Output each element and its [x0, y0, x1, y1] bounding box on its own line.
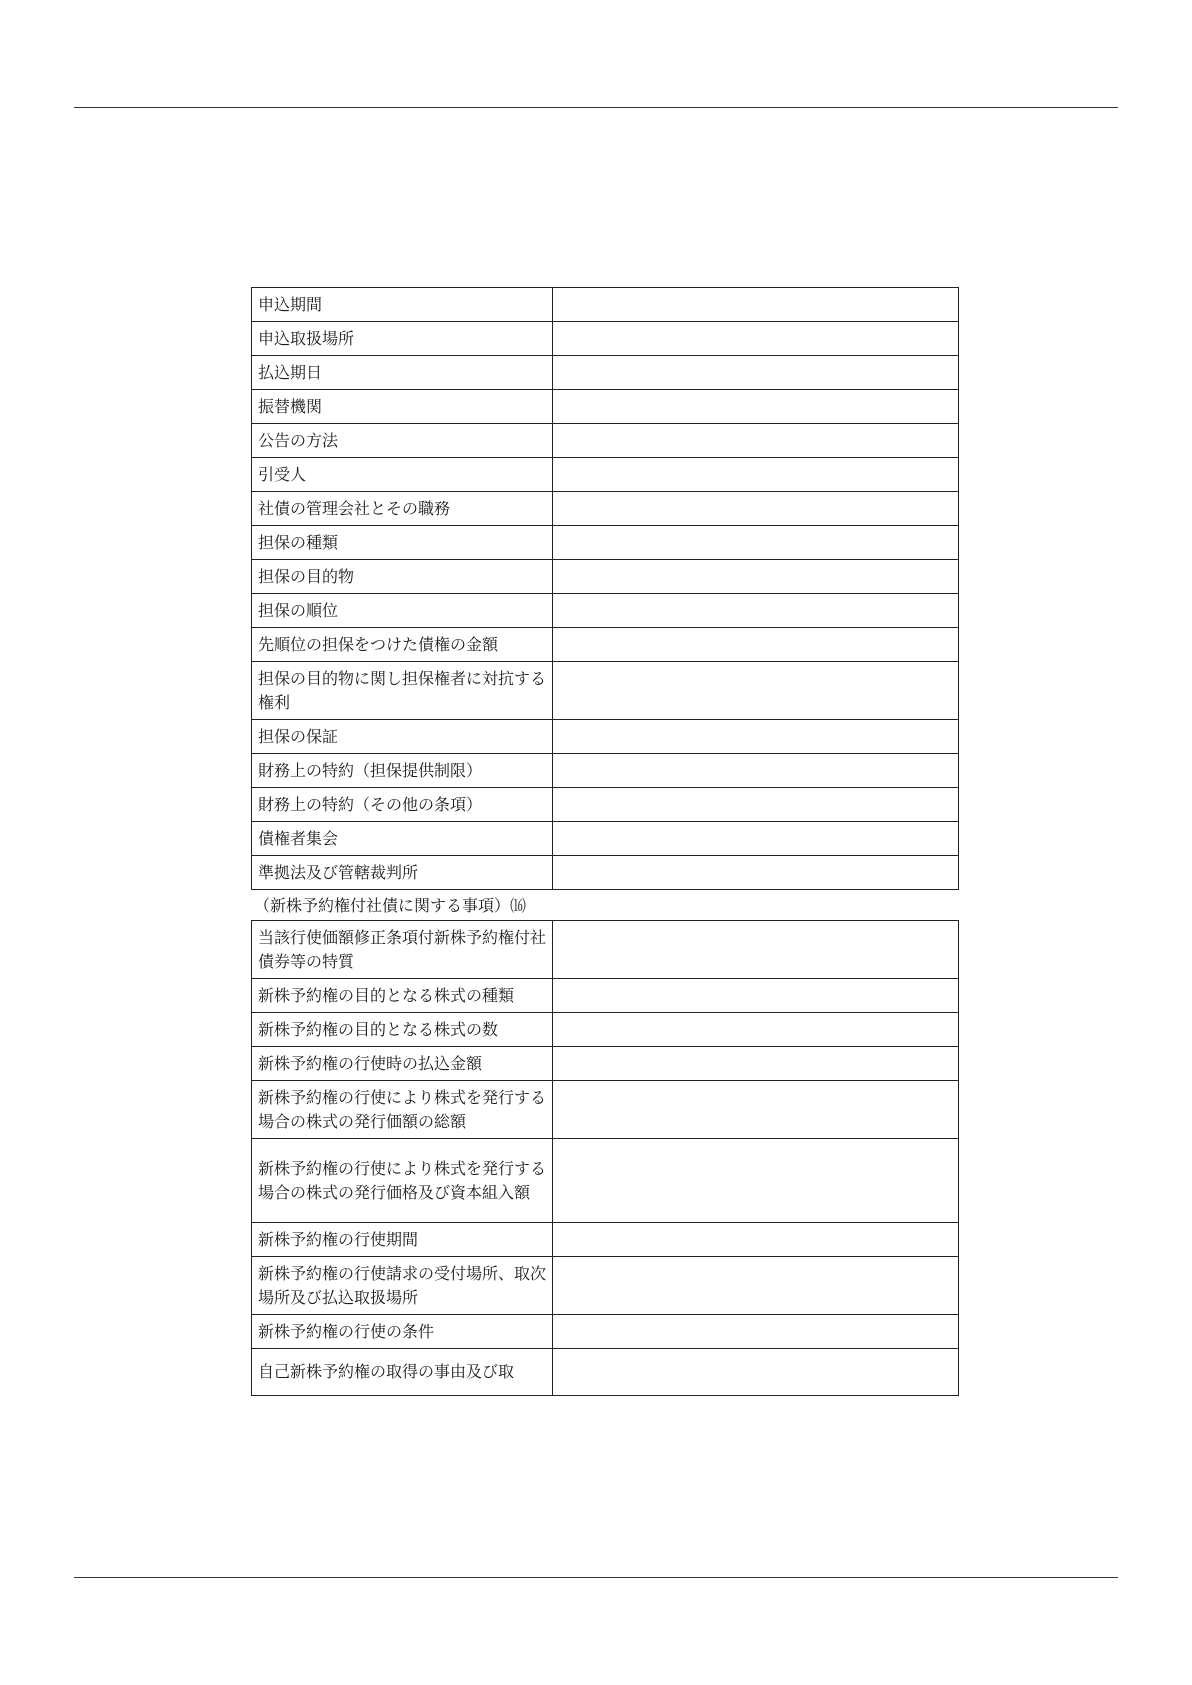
row-value	[553, 1349, 959, 1396]
table-row	[252, 1349, 959, 1396]
row-value	[553, 594, 959, 628]
table-row	[252, 1081, 959, 1139]
section-heading: （新株予約権付社債に関する事項）⒃	[254, 896, 527, 915]
row-value	[553, 1223, 959, 1257]
row-value	[553, 526, 959, 560]
row-label: 払込期日	[252, 356, 553, 390]
row-label: 新株予約権の目的となる株式の数	[252, 1013, 553, 1047]
row-label: 新株予約権の行使により株式を発行する場合の株式の発行価格及び資本組入額	[252, 1139, 553, 1223]
row-label: 財務上の特約（担保提供制限）	[252, 754, 553, 788]
table-row	[252, 1139, 959, 1223]
table-row	[252, 788, 959, 822]
table-row	[252, 822, 959, 856]
table-row	[252, 921, 959, 979]
row-label: 新株予約権の行使請求の受付場所、取次場所及び払込取扱場所	[252, 1257, 553, 1315]
row-value	[553, 979, 959, 1013]
table-row	[252, 979, 959, 1013]
row-label: 担保の順位	[252, 594, 553, 628]
table-row	[252, 856, 959, 890]
table-row	[252, 594, 959, 628]
table-row	[252, 560, 959, 594]
row-value	[553, 1257, 959, 1315]
table-row	[252, 390, 959, 424]
row-label: 新株予約権の目的となる株式の種類	[252, 979, 553, 1013]
table-row	[252, 288, 959, 322]
table-row	[252, 356, 959, 390]
row-label: 債権者集会	[252, 822, 553, 856]
row-value	[553, 356, 959, 390]
row-label: 新株予約権の行使の条件	[252, 1315, 553, 1349]
table-row	[252, 1013, 959, 1047]
row-value	[553, 856, 959, 890]
row-value	[553, 720, 959, 754]
row-label: 申込取扱場所	[252, 322, 553, 356]
row-value	[553, 921, 959, 979]
row-value	[553, 424, 959, 458]
row-value	[553, 1047, 959, 1081]
row-label: 担保の種類	[252, 526, 553, 560]
row-value	[553, 788, 959, 822]
row-value	[553, 1139, 959, 1223]
row-value	[553, 1315, 959, 1349]
row-label: 先順位の担保をつけた債権の金額	[252, 628, 553, 662]
row-label: 担保の目的物に関し担保権者に対抗する権利	[252, 662, 553, 720]
row-label: 新株予約権の行使時の払込金額	[252, 1047, 553, 1081]
table-row	[252, 458, 959, 492]
row-value	[553, 458, 959, 492]
row-label: 新株予約権の行使期間	[252, 1223, 553, 1257]
table-row	[252, 628, 959, 662]
row-label: 担保の目的物	[252, 560, 553, 594]
row-label: 公告の方法	[252, 424, 553, 458]
row-label: 引受人	[252, 458, 553, 492]
row-label: 当該行使価額修正条項付新株予約権付社債券等の特質	[252, 921, 553, 979]
row-label: 担保の保証	[252, 720, 553, 754]
row-value	[553, 560, 959, 594]
row-value	[553, 662, 959, 720]
table-row	[252, 322, 959, 356]
row-label: 振替機関	[252, 390, 553, 424]
row-value	[553, 628, 959, 662]
row-value	[553, 492, 959, 526]
row-value	[553, 754, 959, 788]
table-row	[252, 1047, 959, 1081]
header-rule	[74, 107, 1118, 108]
row-label: 新株予約権の行使により株式を発行する場合の株式の発行価額の総額	[252, 1081, 553, 1139]
table-row	[252, 526, 959, 560]
row-value	[553, 322, 959, 356]
footer-rule	[74, 1577, 1118, 1578]
row-value	[553, 822, 959, 856]
stock-acquisition-rights-table	[251, 920, 959, 1396]
row-label: 社債の管理会社とその職務	[252, 492, 553, 526]
row-label: 財務上の特約（その他の条項）	[252, 788, 553, 822]
table-row	[252, 1315, 959, 1349]
bond-terms-table	[251, 287, 959, 890]
table-row	[252, 720, 959, 754]
table-row	[252, 1257, 959, 1315]
row-value	[553, 1013, 959, 1047]
row-value	[553, 288, 959, 322]
row-label: 準拠法及び管轄裁判所	[252, 856, 553, 890]
table-row	[252, 1223, 959, 1257]
table-row	[252, 754, 959, 788]
table-row	[252, 662, 959, 720]
table-row	[252, 424, 959, 458]
row-value	[553, 390, 959, 424]
row-label: 自己新株予約権の取得の事由及び取	[252, 1349, 553, 1396]
table-row	[252, 492, 959, 526]
row-value	[553, 1081, 959, 1139]
row-label: 申込期間	[252, 288, 553, 322]
